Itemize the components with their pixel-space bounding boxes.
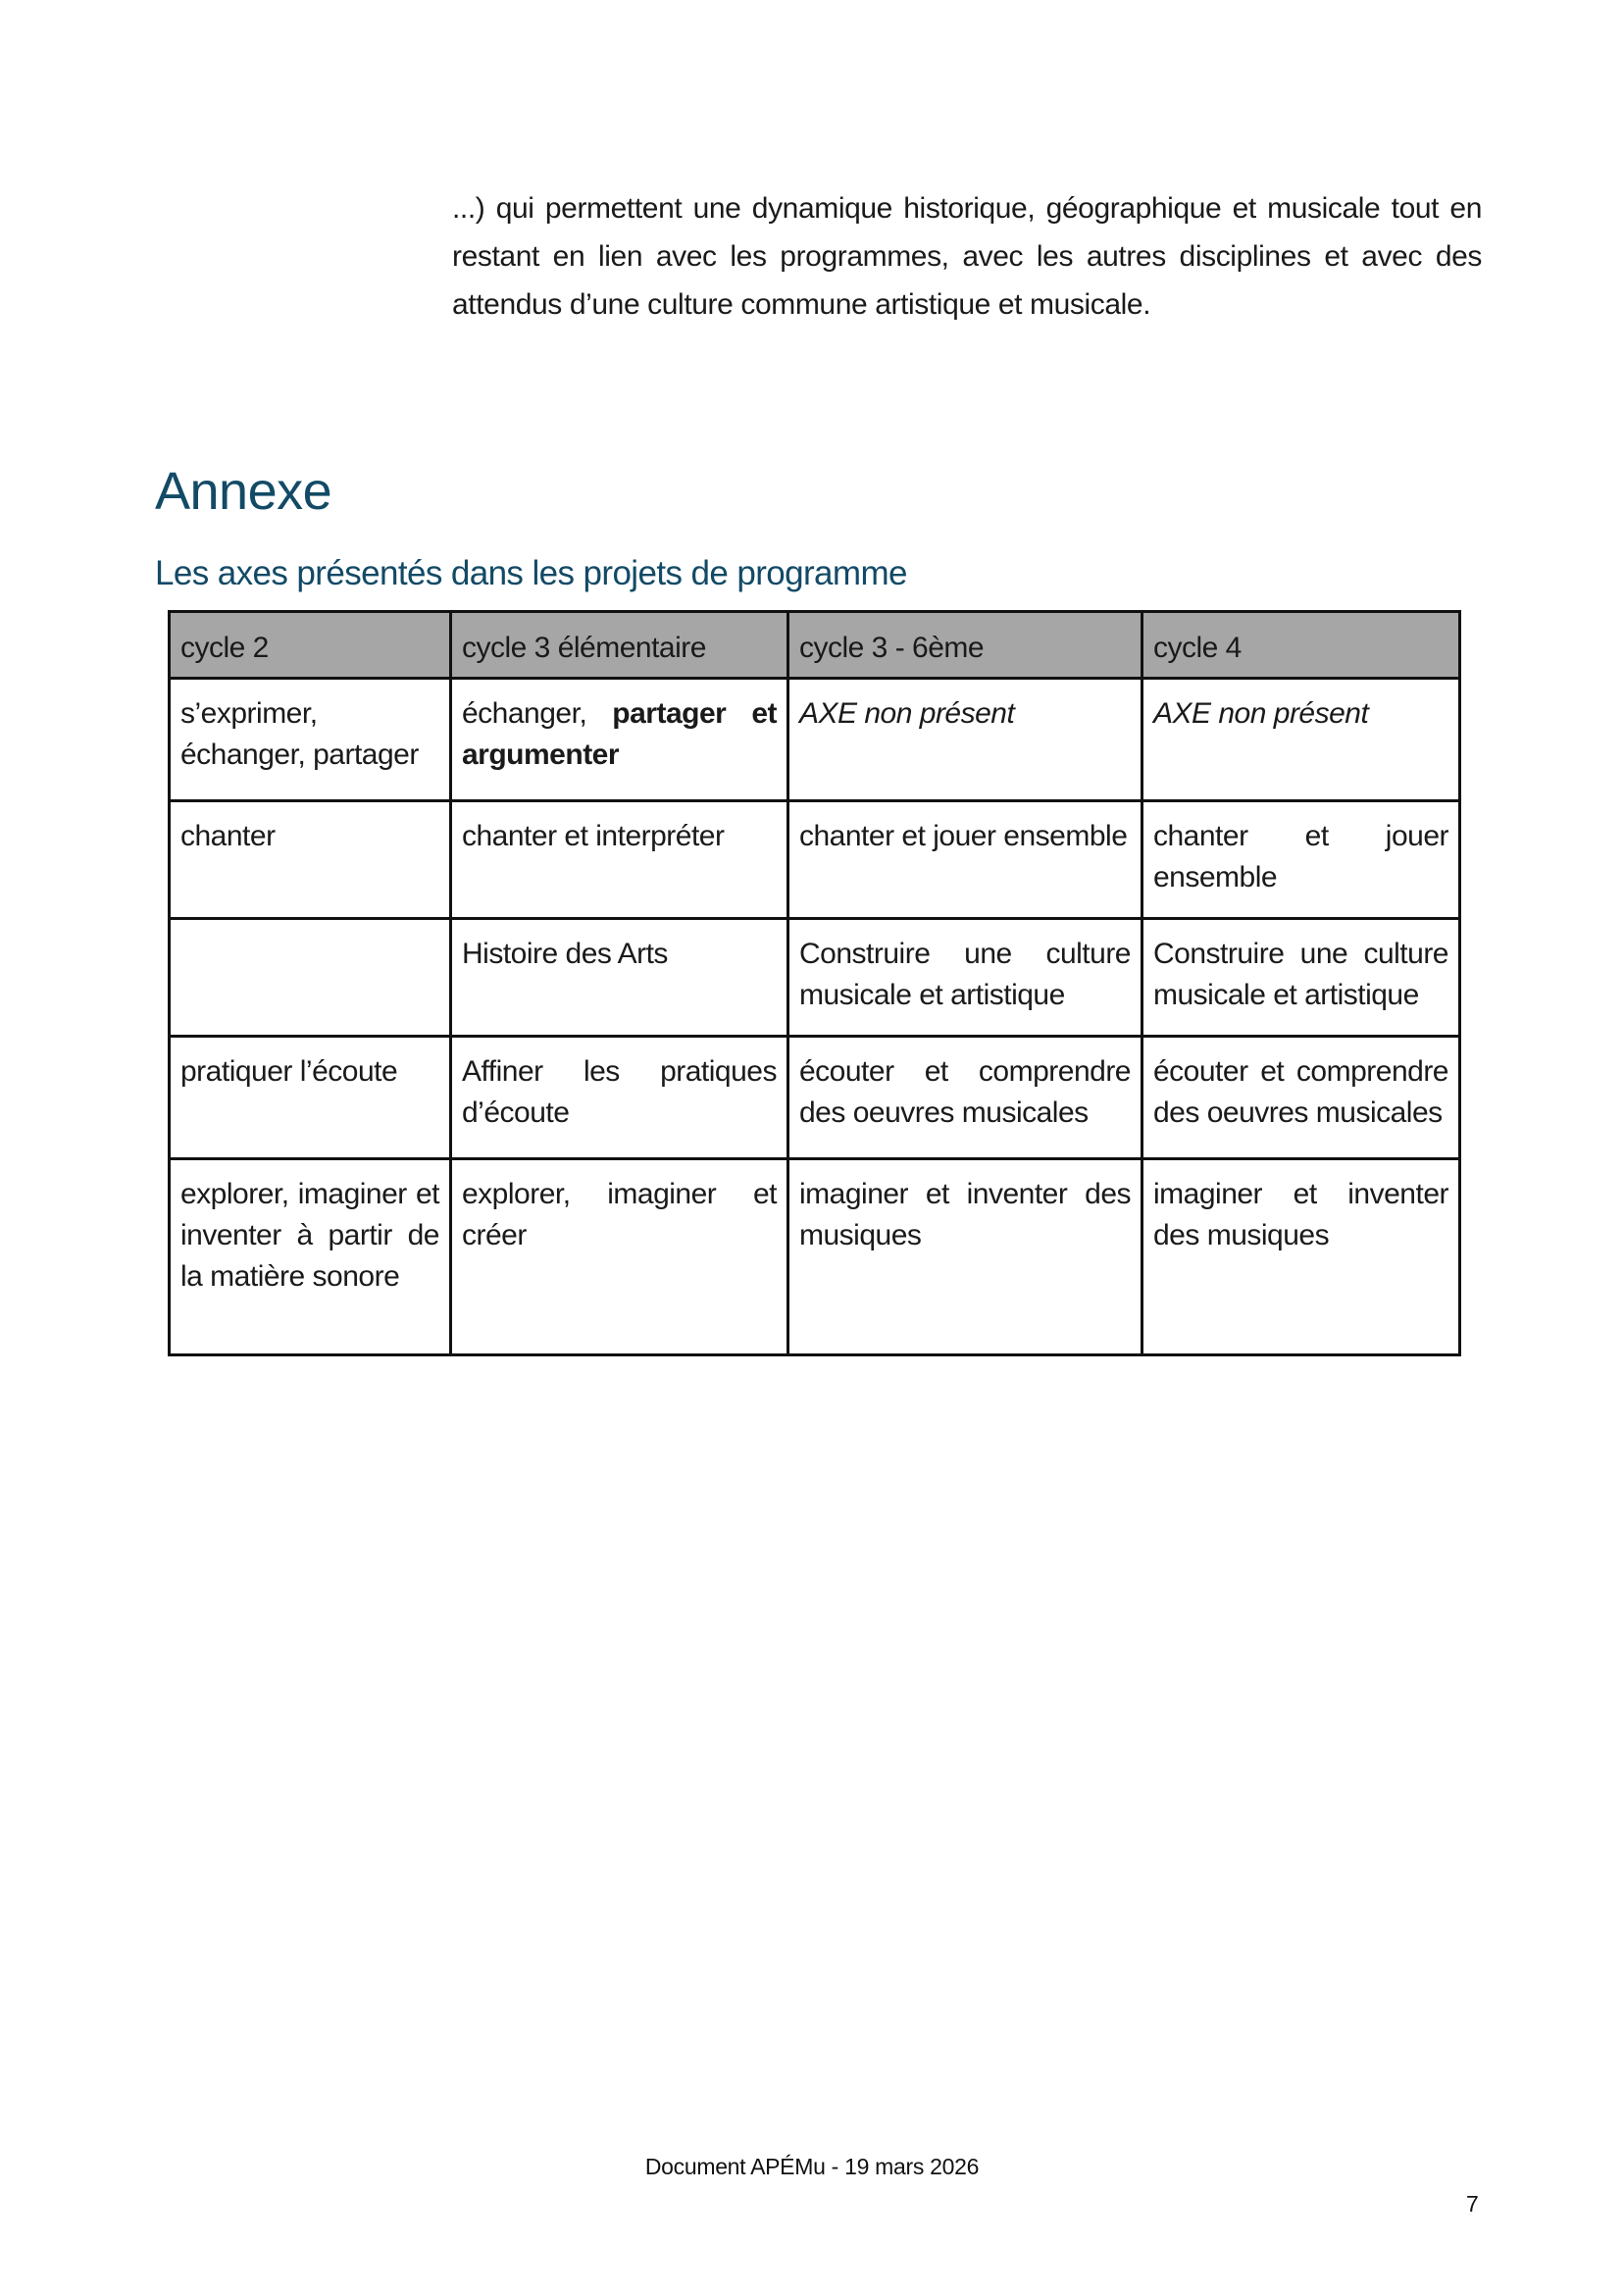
header-cycle-3-6eme: cycle 3 - 6ème <box>788 612 1142 679</box>
axes-table <box>168 610 1461 1356</box>
table-cell: Construire une culture musicale et artistique <box>788 919 1142 1037</box>
table-cell: écouter et comprendre des oeuvres musicales <box>788 1037 1142 1159</box>
table-cell: chanter et jouer ensemble <box>788 801 1142 919</box>
table-cell <box>451 679 788 801</box>
header-cycle-4: cycle 4 <box>1142 612 1460 679</box>
page-number: 7 <box>1466 2191 1479 2217</box>
table-cell: chanter et interpréter <box>451 801 788 919</box>
table-cell: Construire une culture musicale et artistique <box>1142 919 1460 1037</box>
table-row <box>170 801 1460 919</box>
table-cell: explorer, imaginer et créer <box>451 1159 788 1355</box>
table-cell: écouter et comprendre des oeuvres musicales <box>1142 1037 1460 1159</box>
section-title-annexe: Annexe <box>155 462 332 521</box>
intro-paragraph: ...) qui permettent une dynamique historique, géographique et musicale tout en restant en lien avec les programmes, avec les autres disciplines et avec des attendus d’une culture commune artistique et musicale. <box>452 192 1482 321</box>
table-cell: AXE non présent <box>1142 679 1460 801</box>
table-cell: Affiner les pratiques d’écoute <box>451 1037 788 1159</box>
table-row <box>170 1037 1460 1159</box>
cell-text: échanger, <box>462 697 613 730</box>
table-row <box>170 679 1460 801</box>
section-subtitle: Les axes présentés dans les projets de programme <box>155 554 907 592</box>
table-row <box>170 1159 1460 1355</box>
page-footer: Document APÉMu - 19 mars 2026 <box>644 2154 980 2179</box>
table-header-row <box>170 612 1460 679</box>
table-cell: imaginer et inventer des musiques <box>788 1159 1142 1355</box>
cell-text-bold: partager et argumenter <box>462 697 777 771</box>
table-row <box>170 919 1460 1037</box>
table-cell: explorer, imaginer et inventer à partir de la matière sonore <box>170 1159 451 1355</box>
table-cell: chanter et jouer ensemble <box>1142 801 1460 919</box>
table-cell: s’exprimer, échanger, partager <box>170 679 451 801</box>
header-cycle-3-elementaire: cycle 3 élémentaire <box>451 612 788 679</box>
table-cell <box>170 919 451 1037</box>
table-cell: imaginer et inventer des musiques <box>1142 1159 1460 1355</box>
table-cell: chanter <box>170 801 451 919</box>
table-cell: AXE non présent <box>788 679 1142 801</box>
header-cycle-2: cycle 2 <box>170 612 451 679</box>
table-cell: pratiquer l’écoute <box>170 1037 451 1159</box>
table-cell: Histoire des Arts <box>451 919 788 1037</box>
